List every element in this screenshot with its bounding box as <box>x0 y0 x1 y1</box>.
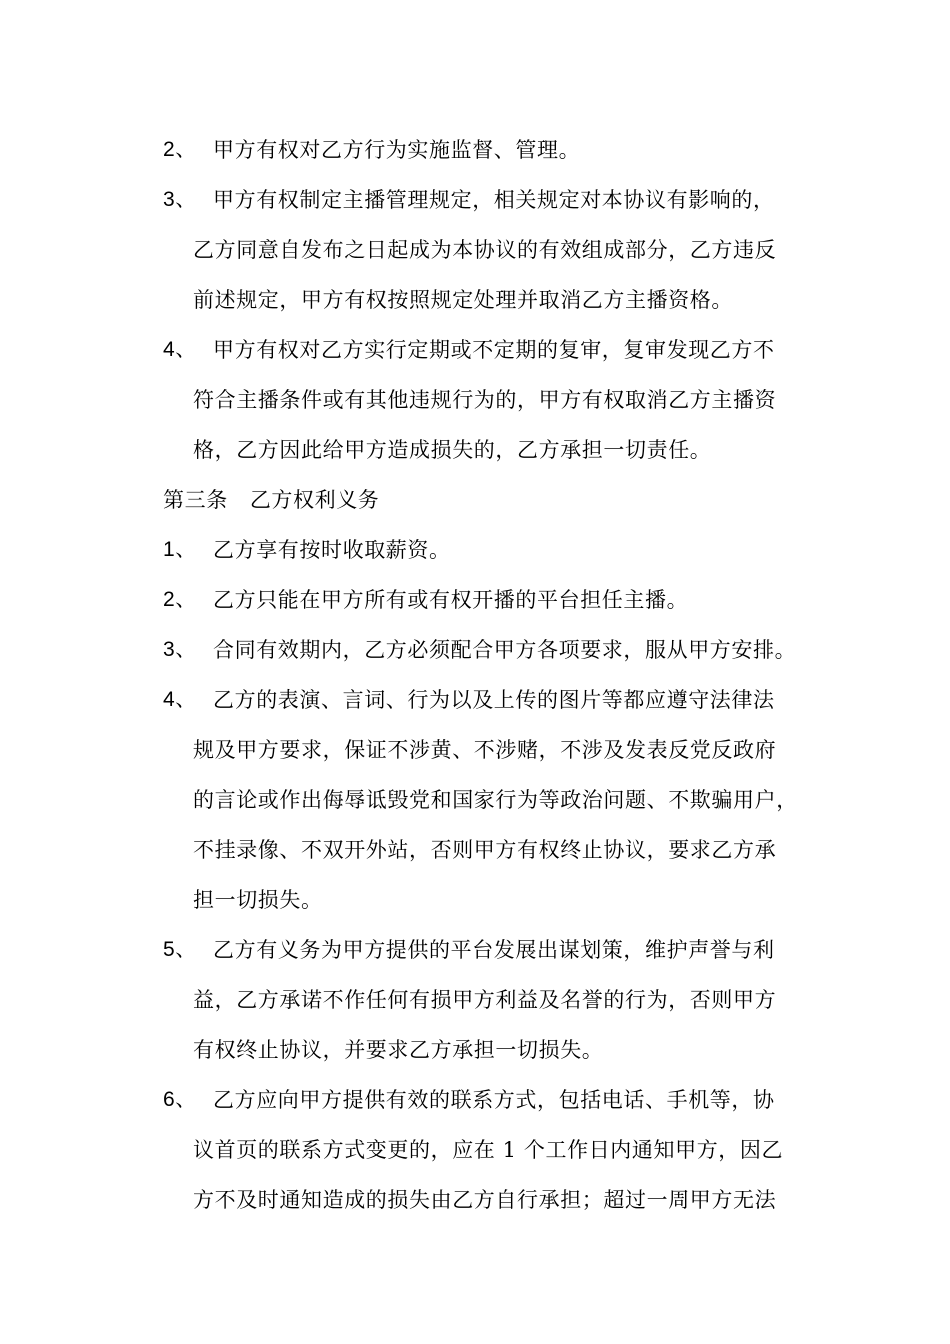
clause-text-line: 甲方有权对乙方行为实施监督、管理。 <box>213 138 581 162</box>
clause-number: 3、 <box>163 638 197 661</box>
clause-text-line: 规及甲方要求，保证不涉黄、不涉赌，不涉及发表反党反政府 <box>193 738 777 762</box>
clause-text-line: 的言论或作出侮辱诋毁党和国家行为等政治问题、不欺骗用户， <box>193 788 798 812</box>
clause-text-line: 乙方同意自发布之日起成为本协议的有效组成部分，乙方违反 <box>193 238 777 262</box>
clause-number: 5、 <box>163 938 197 961</box>
clause-text-line: 乙方应向甲方提供有效的联系方式，包括电话、手机等，协 <box>213 1088 775 1112</box>
clause-text-line: 益，乙方承诺不作任何有损甲方利益及名誉的行为，否则甲方 <box>193 988 777 1012</box>
clause-text-line: 合同有效期内，乙方必须配合甲方各项要求，服从甲方安排。 <box>213 638 797 662</box>
clause-text-line: 议首页的联系方式变更的，应在 1 个工作日内通知甲方，因乙 <box>193 1138 784 1162</box>
clause-number: 2、 <box>163 138 197 161</box>
clause-text-line: 乙方只能在甲方所有或有权开播的平台担任主播。 <box>213 588 689 612</box>
clause-text-line: 乙方享有按时收取薪资。 <box>213 538 451 562</box>
clause-text-line: 格，乙方因此给甲方造成损失的，乙方承担一切责任。 <box>193 438 712 462</box>
clause-text-line: 甲方有权制定主播管理规定，相关规定对本协议有影响的， <box>213 188 775 212</box>
section-heading <box>163 486 379 514</box>
clause-text-line: 乙方有义务为甲方提供的平台发展出谋划策，维护声誉与利 <box>213 938 775 962</box>
clause-text-line: 符合主播条件或有其他违规行为的，甲方有权取消乙方主播资 <box>193 388 777 412</box>
clause-number: 2、 <box>163 588 197 611</box>
clause-number: 6、 <box>163 1088 197 1111</box>
clause-number: 1、 <box>163 538 197 561</box>
clause-number: 4、 <box>163 338 197 361</box>
section-number: 第三条 <box>163 488 228 512</box>
clause-text-line: 甲方有权对乙方实行定期或不定期的复审，复审发现乙方不 <box>213 338 775 362</box>
clause-number: 3、 <box>163 188 197 211</box>
clause-text-line: 方不及时通知造成的损失由乙方自行承担；超过一周甲方无法 <box>193 1188 777 1212</box>
clause-text-line: 前述规定，甲方有权按照规定处理并取消乙方主播资格。 <box>193 288 733 312</box>
section-title: 乙方权利义务 <box>249 488 380 512</box>
clause-text-line: 不挂录像、不双开外站，否则甲方有权终止协议，要求乙方承 <box>193 838 777 862</box>
clause-text-line: 担一切损失。 <box>193 888 323 912</box>
clause-text-line: 乙方的表演、言词、行为以及上传的图片等都应遵守法律法 <box>213 688 775 712</box>
clause-number: 4、 <box>163 688 197 711</box>
clause-text-line: 有权终止协议，并要求乙方承担一切损失。 <box>193 1038 604 1062</box>
